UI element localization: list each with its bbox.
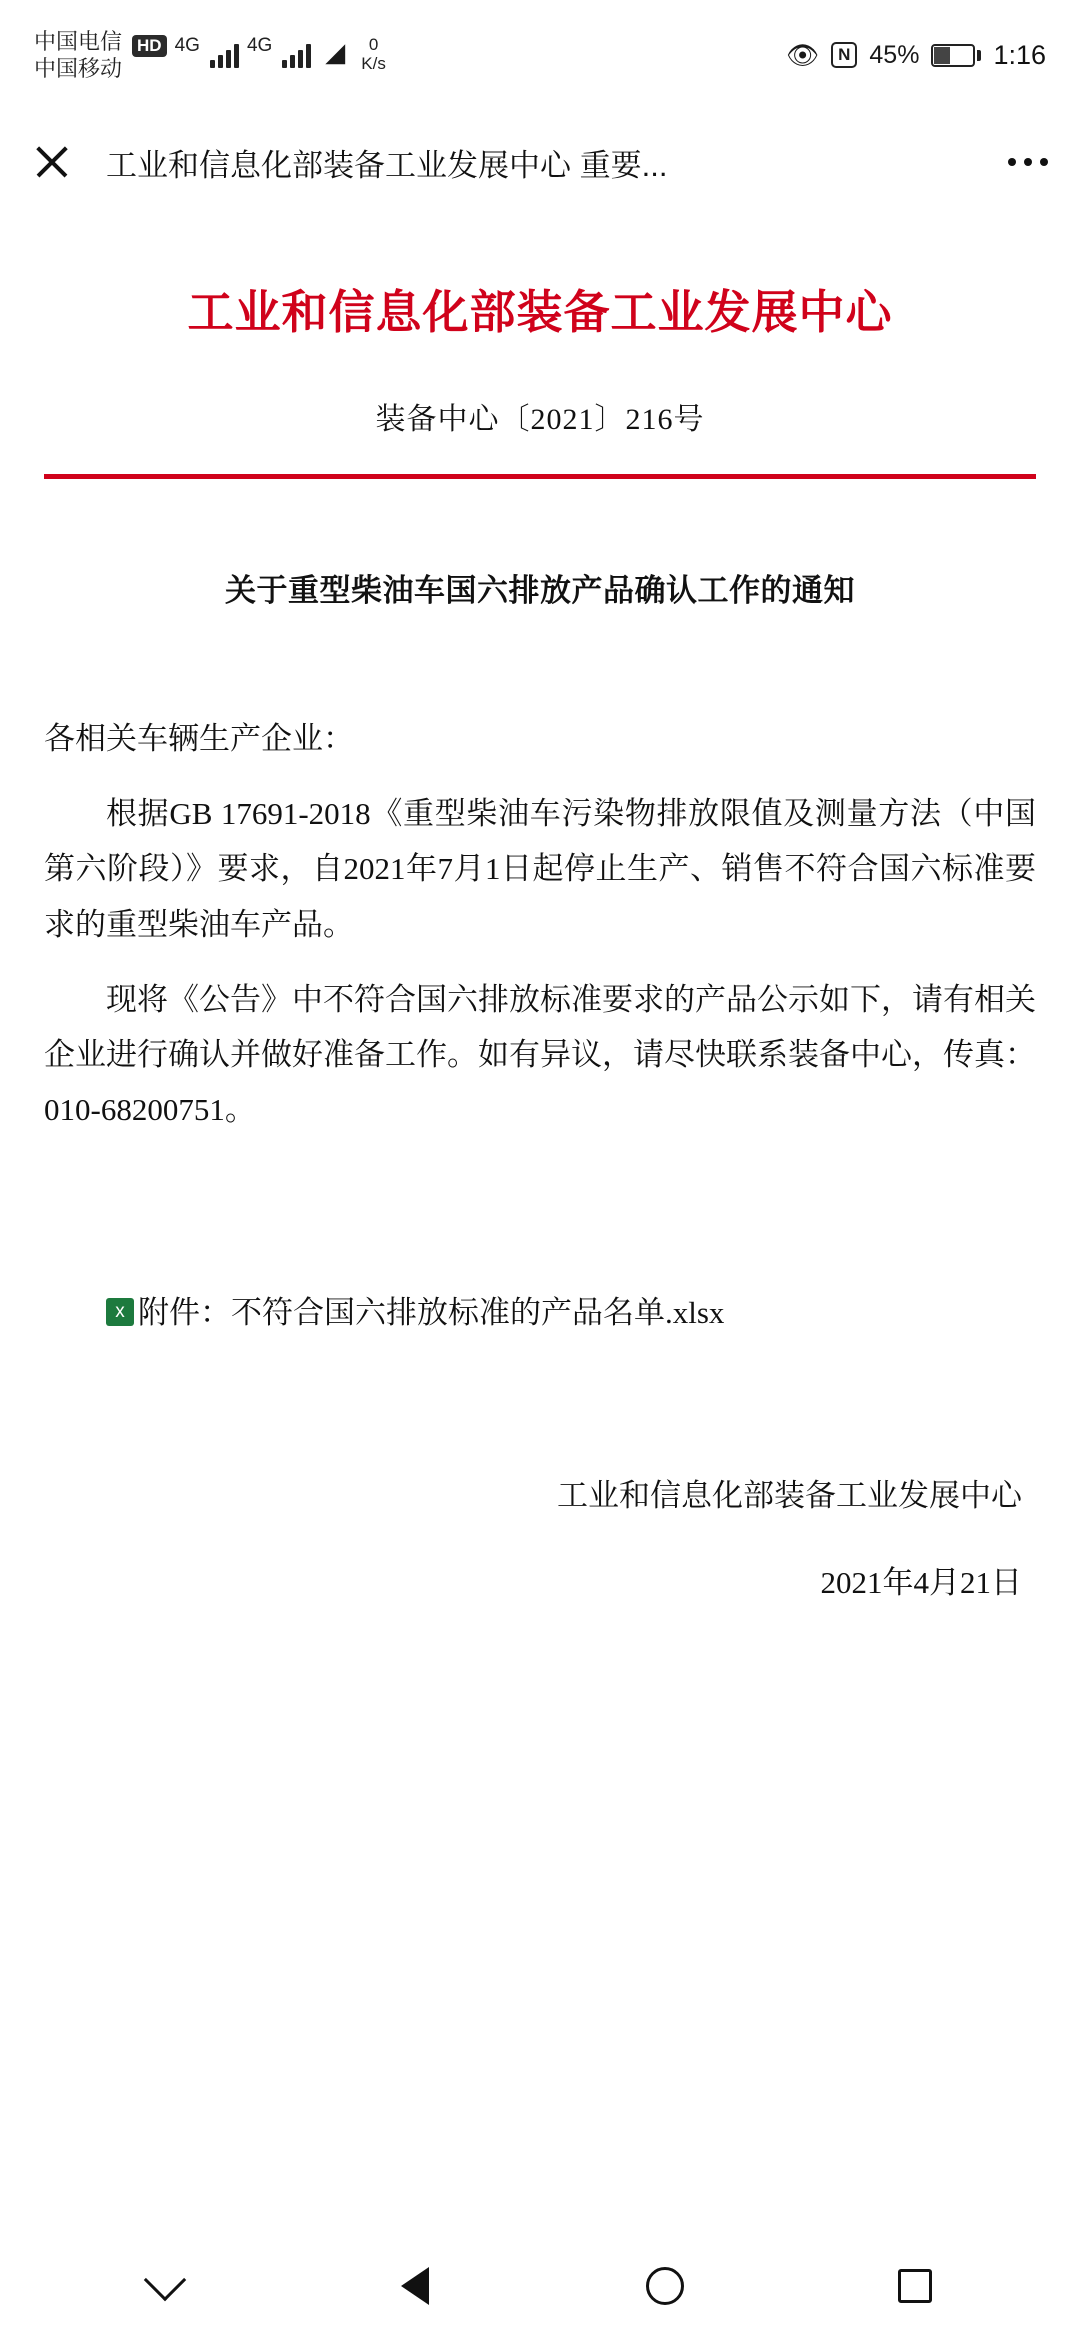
carrier-primary: 中国电信 (34, 28, 123, 54)
carrier-secondary: 中国移动 (34, 56, 123, 81)
network-type-1: 4G (174, 35, 200, 56)
data-rate-value: 0 (368, 35, 379, 55)
data-rate-unit: K/s (361, 54, 386, 73)
document-paragraph-1: 根据GB 17691-2018《重型柴油车污染物排放限值及测量方法（中国第六阶段）》要求，自2021年7月1日起停止生产、销售不符合国六标准要求的重型柴油车产品。 (44, 796, 1036, 942)
status-bar-right (786, 40, 1046, 71)
nfc-icon: N (831, 42, 857, 68)
eye-comfort-icon: 👁 (786, 39, 820, 70)
document-body (0, 214, 1080, 2232)
carrier-labels (34, 28, 122, 83)
system-nav-bar (0, 2232, 1080, 2340)
red-divider (44, 474, 1036, 479)
excel-file-icon (106, 1298, 134, 1326)
document-salutation: 各相关车辆生产企业： (44, 721, 354, 756)
status-bar (0, 0, 1080, 110)
more-options-icon[interactable] (982, 158, 1052, 166)
clock-label: 1:16 (993, 39, 1046, 70)
page-title: 工业和信息化部装备工业发展中心 重要... (106, 147, 668, 183)
close-icon[interactable] (24, 134, 80, 190)
signature-date: 2021年4月21日 (820, 1564, 1022, 1600)
recents-square-icon (898, 2269, 932, 2303)
hd-badge: HD (132, 35, 167, 57)
home-circle-icon (646, 2267, 684, 2305)
back-triangle-icon (401, 2267, 429, 2305)
signature-org: 工业和信息化部装备工业发展中心 (557, 1477, 1022, 1513)
back-button[interactable] (370, 2251, 460, 2321)
document-number: 装备中心〔2021〕216号 (375, 403, 705, 436)
data-rate-indicator (361, 36, 386, 73)
attachment-row[interactable] (44, 1287, 1036, 1340)
document-org-header: 工业和信息化部装备工业发展中心 (187, 286, 893, 338)
network-type-2: 4G (246, 35, 273, 56)
attachment-name[interactable]: 不符合国六排放标准的产品名单.xlsx (231, 1295, 725, 1331)
chevron-down-icon (144, 2259, 186, 2301)
recents-button[interactable] (870, 2251, 960, 2321)
app-header (0, 110, 1080, 214)
hide-keyboard-button[interactable] (120, 2251, 210, 2321)
signal-bars-2-icon (282, 42, 311, 68)
attachment-label: 附件： (138, 1295, 231, 1331)
status-bar-left (34, 28, 386, 83)
battery-icon (931, 44, 981, 67)
wifi-icon: ◢ (325, 37, 346, 67)
home-button[interactable] (620, 2251, 710, 2321)
signal-bars-1-icon (210, 42, 239, 68)
document-title: 关于重型柴油车国六排放产品确认工作的通知 (225, 573, 855, 608)
battery-percent-label: 45% (869, 40, 920, 69)
document-paragraph-2: 现将《公告》中不符合国六排放标准要求的产品公示如下，请有相关企业进行确认并做好准备工作。如有异议，请尽快联系装备中心，传真：010-68200751。 (44, 981, 1036, 1128)
